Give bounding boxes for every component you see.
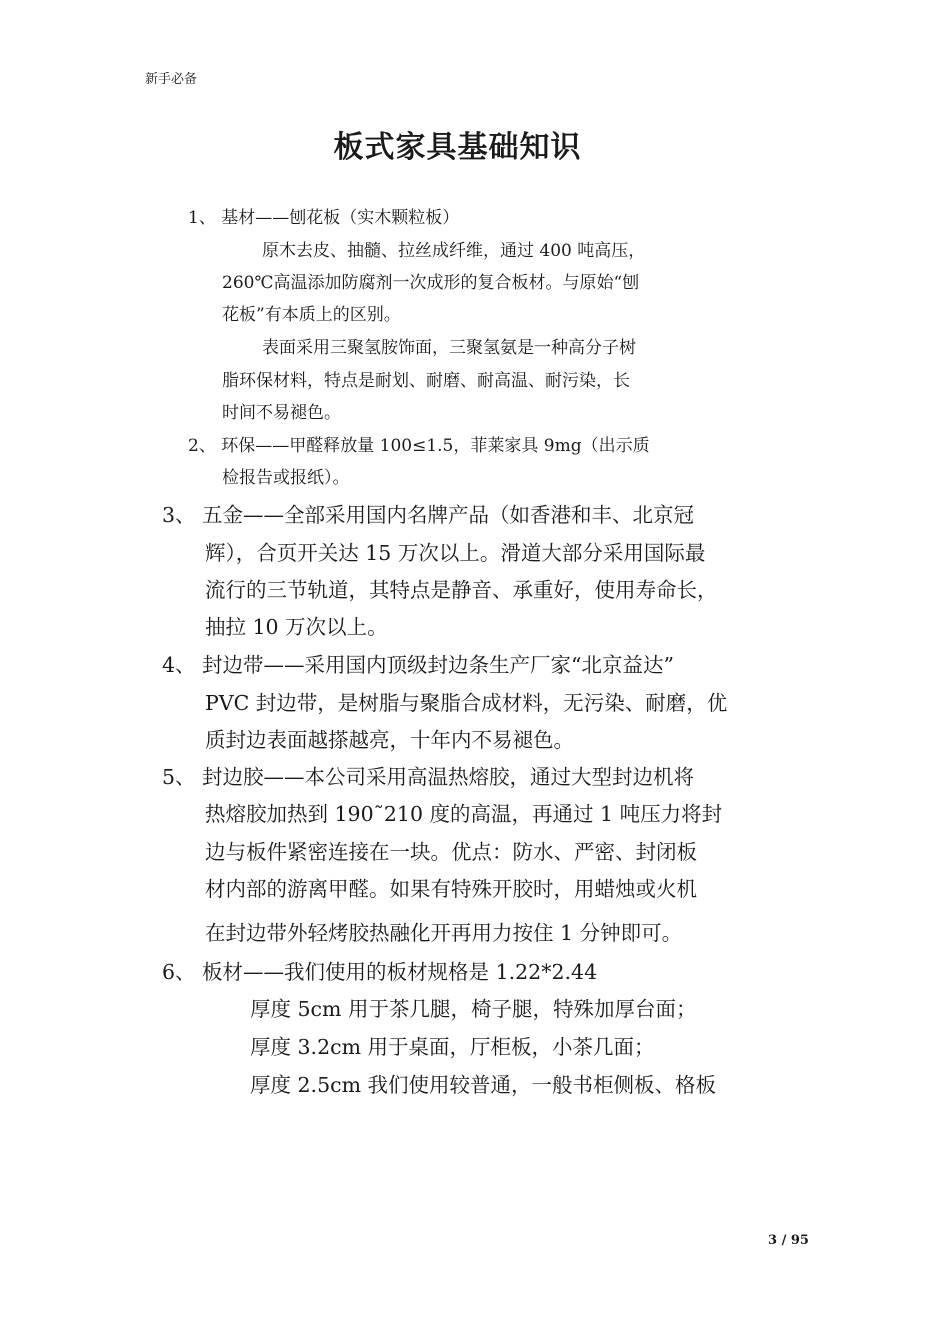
- text-line: 厚度 5cm 用于茶几腿，椅子腿，特殊加厚台面；: [250, 997, 697, 1021]
- text-line: 热熔胶加热到 190˜210 度的高温，再通过 1 吨压力将封: [205, 802, 723, 826]
- document-title: 板式家具基础知识: [333, 130, 582, 165]
- text-line: 抽拉 10 万次以上。: [205, 615, 388, 639]
- text-line: 花板”有本质上的区别。: [222, 305, 401, 325]
- text-line: 辉），合页开关达 15 万次以上。滑道大部分采用国际最: [205, 541, 706, 565]
- page-header: 新手必备: [145, 72, 198, 87]
- text-line: PVC 封边带，是树脂与聚脂合成材料，无污染、耐磨，优: [205, 691, 728, 715]
- text-line: 边与板件紧密连接在一块。优点：防水、严密、封闭板: [205, 840, 697, 864]
- text-line: 时间不易褪色。: [222, 403, 341, 423]
- page-number: 3 / 95: [768, 1233, 809, 1248]
- text-line: 260℃高温添加防腐剂一次成形的复合板材。与原始“刨: [222, 273, 640, 293]
- text-line: 原木去皮、抽髓、拉丝成纤维，通过 400 吨高压，: [262, 241, 646, 261]
- text-line: 检报告或报纸）。: [222, 468, 350, 488]
- text-line: 脂环保材料，特点是耐划、耐磨、耐高温、耐污染，长: [222, 371, 630, 391]
- text-line: 在封边带外轻烤胶热融化开再用力按住 1 分钟即可。: [205, 921, 683, 945]
- text-line: 厚度 3.2cm 用于桌面，厅柜板，小茶几面；: [250, 1035, 655, 1059]
- text-line: 材内部的游离甲醛。如果有特殊开胶时，用蜡烛或火机: [205, 877, 697, 901]
- text-line: 流行的三节轨道，其特点是静音、承重好，使用寿命长，: [205, 578, 718, 602]
- text-line: 质封边表面越搽越亮，十年内不易褪色。: [205, 728, 574, 752]
- text-line: 1、 基材——刨花板（实木颗粒板）: [188, 208, 460, 228]
- text-line: 5、 封边胶——本公司采用高温热熔胶，通过大型封边机将: [162, 765, 695, 789]
- text-line: 4、 封边带——采用国内顶级封边条生产厂家“北京益达”: [162, 653, 675, 677]
- text-line: 3、 五金——全部采用国内名牌产品（如香港和丰、北京冠: [162, 503, 695, 527]
- text-line: 厚度 2.5cm 我们使用较普通，一般书柜侧板、格板: [250, 1073, 717, 1097]
- text-line: 表面采用三聚氢胺饰面，三聚氢氨是一种高分子树: [262, 338, 636, 358]
- text-line: 6、 板材——我们使用的板材规格是 1.22*2.44: [162, 960, 598, 984]
- text-line: 2、 环保——甲醛释放量 100≤1.5，菲莱家具 9mg（出示质: [188, 436, 650, 456]
